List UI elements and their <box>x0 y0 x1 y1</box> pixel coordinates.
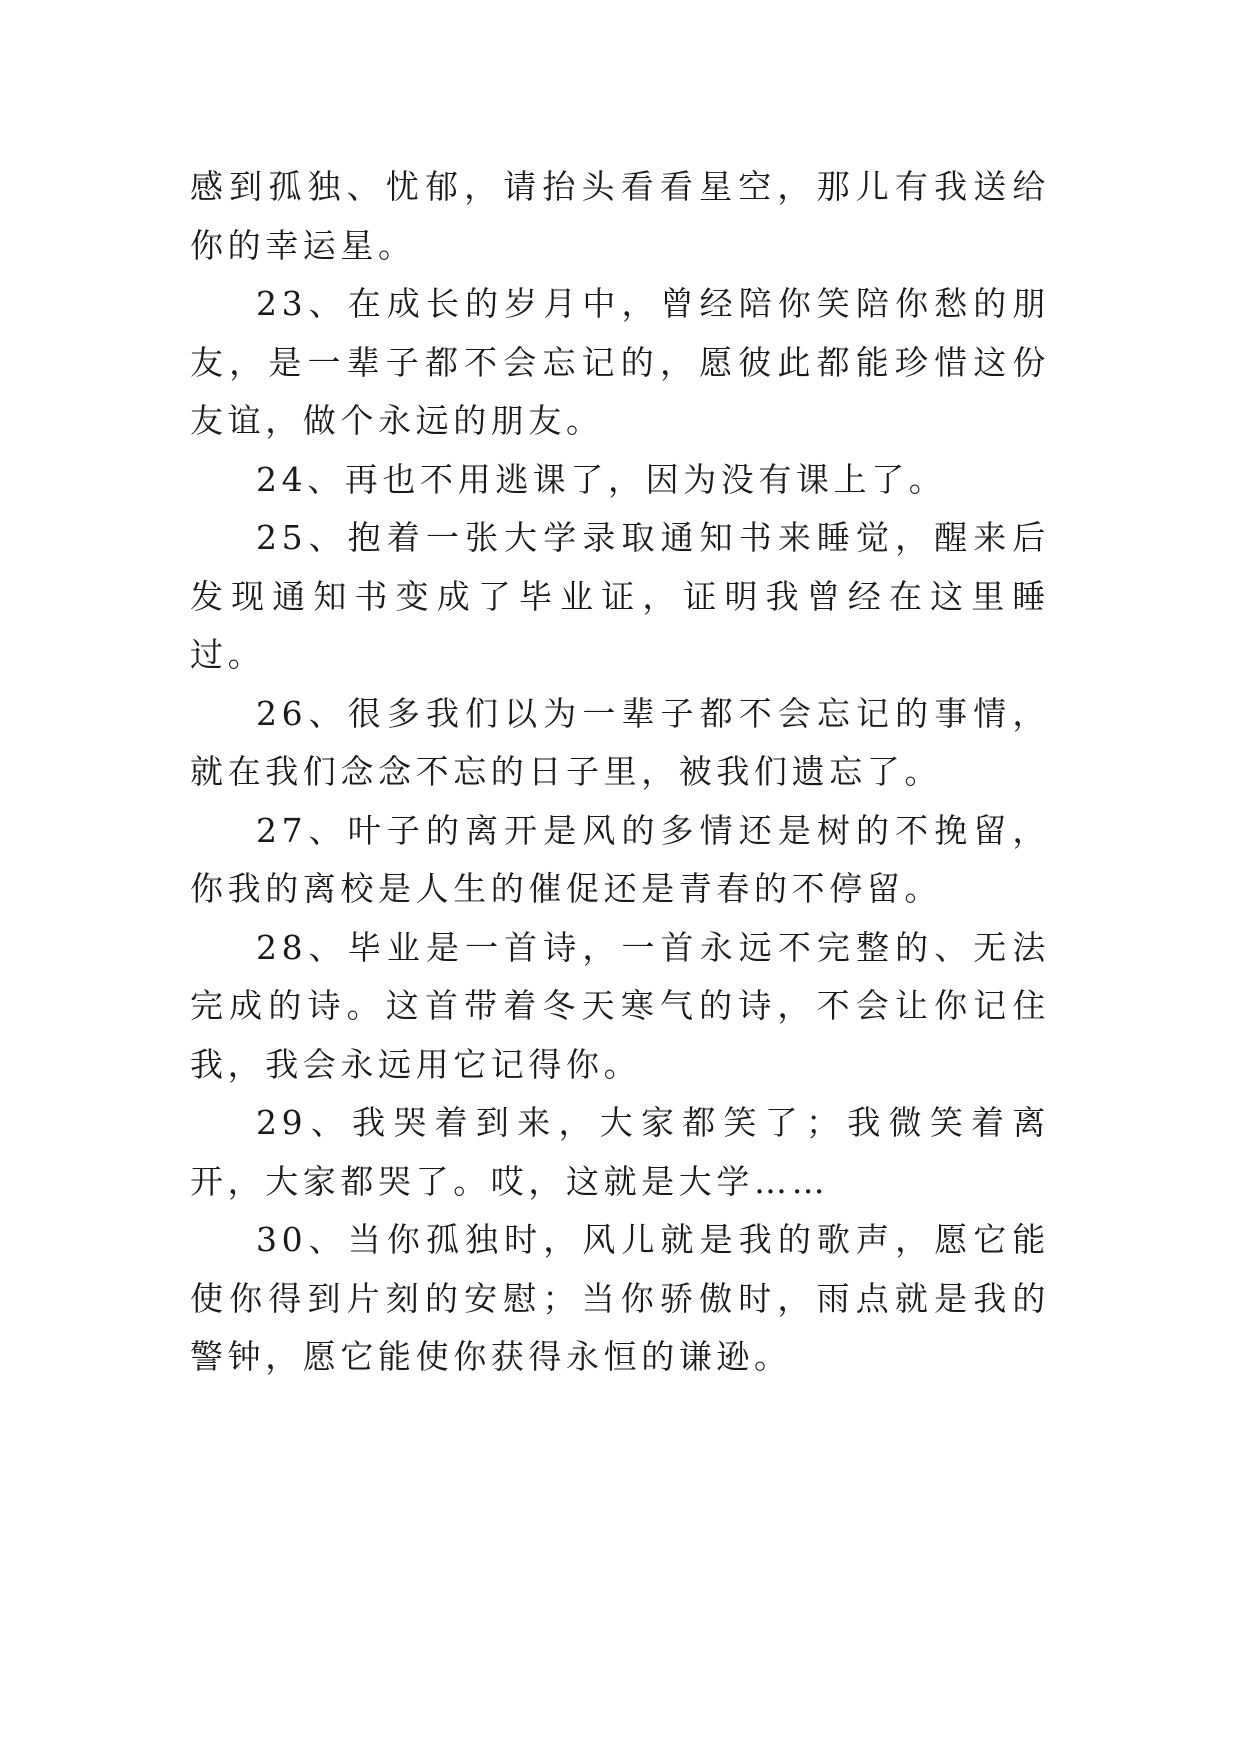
paragraph-24: 24、再也不用逃课了，因为没有课上了。 <box>256 459 947 499</box>
paragraph-continued: 感到孤独、忧郁，请抬头看看星空，那儿有我送给你的幸运星。 <box>190 167 1050 265</box>
paragraph-27: 27、叶子的离开是风的多情还是树的不挽留，你我的离校是人生的催促还是青春的不停留。 <box>190 810 1050 908</box>
document-body <box>190 158 1050 1387</box>
paragraph-25: 25、抱着一张大学录取通知书来睡觉，醒来后发现通知书变成了毕业证，证明我曾经在这里睡过。 <box>190 518 1050 674</box>
paragraph-29: 29、我哭着到来，大家都笑了；我微笑着离开，大家都哭了。哎，这就是大学…… <box>190 1103 1050 1201</box>
paragraph-23: 23、在成长的岁月中，曾经陪你笑陪你愁的朋友，是一辈子都不会忘记的，愿彼此都能珍惜这份友谊，做个永远的朋友。 <box>190 284 1050 440</box>
paragraph-28: 28、毕业是一首诗，一首永远不完整的、无法完成的诗。这首带着冬天寒气的诗，不会让你记住我，我会永远用它记得你。 <box>190 927 1050 1084</box>
paragraph-26: 26、很多我们以为一辈子都不会忘记的事情，就在我们念念不忘的日子里，被我们遗忘了。 <box>190 693 1050 791</box>
paragraph-30: 30、当你孤独时，风儿就是我的歌声，愿它能使你得到片刻的安慰；当你骄傲时，雨点就是我的警钟，愿它能使你获得永恒的谦逊。 <box>190 1220 1050 1376</box>
